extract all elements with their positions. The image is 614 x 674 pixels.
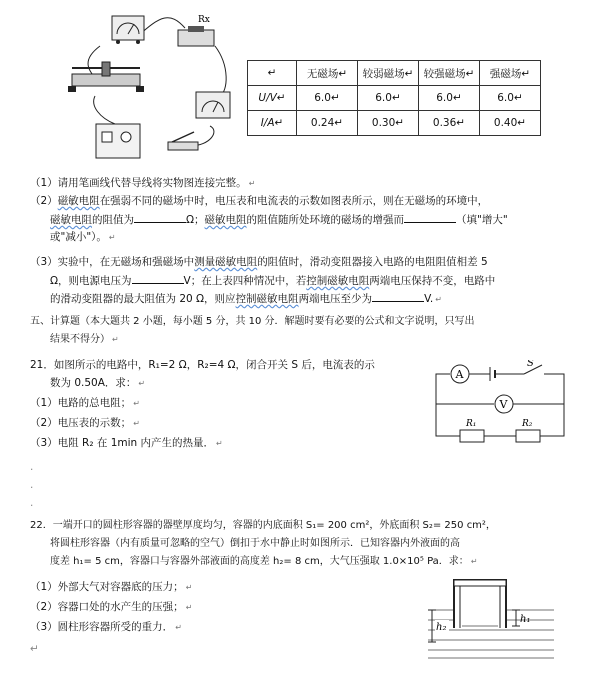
rheostat-device: [68, 62, 144, 92]
question-22-part-1: （1）外部大气对容器底的压力； ↵: [30, 581, 193, 593]
table-cell: 6.0↵: [297, 86, 358, 111]
section-5-heading: 五、计算题（本大题共 2 小题，每小题 5 分，共 10 分．解题时要有必要的公式和文字说明，只写出: [30, 316, 475, 327]
question-3-line-3: 的滑动变阻器的最大阻值为 20 Ω，则应控制磁敏电阻两端电压至少为 V. ↵: [50, 293, 442, 305]
table-row: [248, 86, 541, 111]
blank-line: .: [30, 461, 34, 473]
question-21-part-1: （1）电路的总电阻； ↵: [30, 397, 140, 409]
switch-device: [168, 132, 198, 150]
table-col-header: 强磁场↵: [480, 61, 541, 86]
answer-blank[interactable]: [404, 212, 456, 223]
apparatus-figure: [60, 6, 240, 166]
voltmeter-device: [196, 92, 230, 118]
table-cell: 6.0↵: [480, 86, 541, 111]
power-supply-device: [96, 124, 140, 158]
circuit-diagram: [432, 360, 572, 444]
table-row-label: U/V↵: [248, 86, 297, 111]
table-cell: 6.0↵: [358, 86, 419, 111]
table-row: [248, 111, 541, 136]
table-cell: 0.40↵: [480, 111, 541, 136]
section-5-heading-cont: 结果不得分） ↵: [50, 334, 119, 345]
table-col-header: 无磁场↵: [297, 61, 358, 86]
table-cell: 0.24↵: [297, 111, 358, 136]
question-3-line-2: Ω，则电源电压为 V；在上表四种情况中，若控制磁敏电阻两端电压保持不变，电路中: [50, 275, 496, 287]
answer-blank[interactable]: [134, 212, 186, 223]
table-col-header: 较弱磁场↵: [358, 61, 419, 86]
question-2-line-1: （2）磁敏电阻在强弱不同的磁场中时，电压表和电流表的示数如图表所示，则在无磁场的环境中，: [30, 195, 489, 207]
table-row-label: I/A↵: [248, 111, 297, 136]
question-21-line-2: 数为 0.50A．求： ↵: [50, 377, 146, 389]
question-3-line-1: （3）实验中，在无磁场和强磁场中测量磁敏电阻的阻值时，滑动变阻器接入电路的电阻阻值相差 5: [30, 256, 488, 268]
magnetic-resistor-rx: [178, 15, 214, 46]
question-21-part-2: （2）电压表的示数； ↵: [30, 417, 140, 429]
table-cell: 0.30↵: [358, 111, 419, 136]
r1-label: R₁: [466, 419, 477, 429]
question-21-line-1: 21．如图所示的电路中，R₁=2 Ω，R₂=4 Ω，闭合开关 S 后，电流表的示: [30, 359, 375, 371]
measurement-table: [247, 60, 541, 136]
question-22-part-3: （3）圆柱形容器所受的重力． ↵: [30, 621, 182, 633]
container-diagram: [408, 570, 558, 662]
table-col-header: 较强磁场↵: [419, 61, 480, 86]
switch-label: S: [527, 360, 534, 369]
rx-label: Rx: [198, 15, 210, 25]
voltmeter-label: V: [499, 398, 508, 411]
ammeter-label: A: [455, 368, 464, 381]
question-21-part-3: （3）电阻 R₂ 在 1min 内产生的热量． ↵: [30, 437, 223, 449]
question-1: （1）请用笔画线代替导线将实物图连接完整。 ↵: [30, 177, 256, 189]
question-22-line-2: 将圆柱形容器（内有质量可忽略的空气）倒扣于水中静止时如图所示．已知容器内外液面的高: [50, 538, 460, 549]
question-22-part-2: （2）容器口处的水产生的压强； ↵: [30, 601, 193, 613]
question-2-line-3: 或"减小"）。 ↵: [50, 231, 116, 243]
blank-line: ↵: [30, 643, 39, 655]
table-cell: 0.36↵: [419, 111, 480, 136]
r2-label: R₂: [522, 419, 533, 429]
question-22-line-3: 度差 h₁= 5 cm，容器口与容器外部液面的高度差 h₂= 8 cm，大气压强取 1.0×10⁵ Pa．求： ↵: [50, 556, 478, 567]
question-22-line-1: 22．一端开口的圆柱形容器的器壁厚度均匀，容器的内底面积 S₁= 200 cm²，外底面积 S₂= 250 cm²，: [30, 520, 496, 531]
question-2-line-2: 磁敏电阻的阻值为 Ω；磁敏电阻的阻值随所处环境的磁场的增强而 （填"增大": [50, 214, 508, 226]
ammeter-device: [112, 16, 144, 44]
h2-label: h₂: [436, 622, 447, 633]
blank-line: .: [30, 479, 34, 491]
table-header-row: [248, 61, 541, 86]
table-corner: ↵: [248, 61, 297, 86]
answer-blank[interactable]: [132, 273, 184, 284]
answer-blank[interactable]: [372, 291, 424, 302]
table-cell: 6.0↵: [419, 86, 480, 111]
blank-line: .: [30, 497, 34, 509]
h1-label: h₁: [520, 614, 531, 625]
